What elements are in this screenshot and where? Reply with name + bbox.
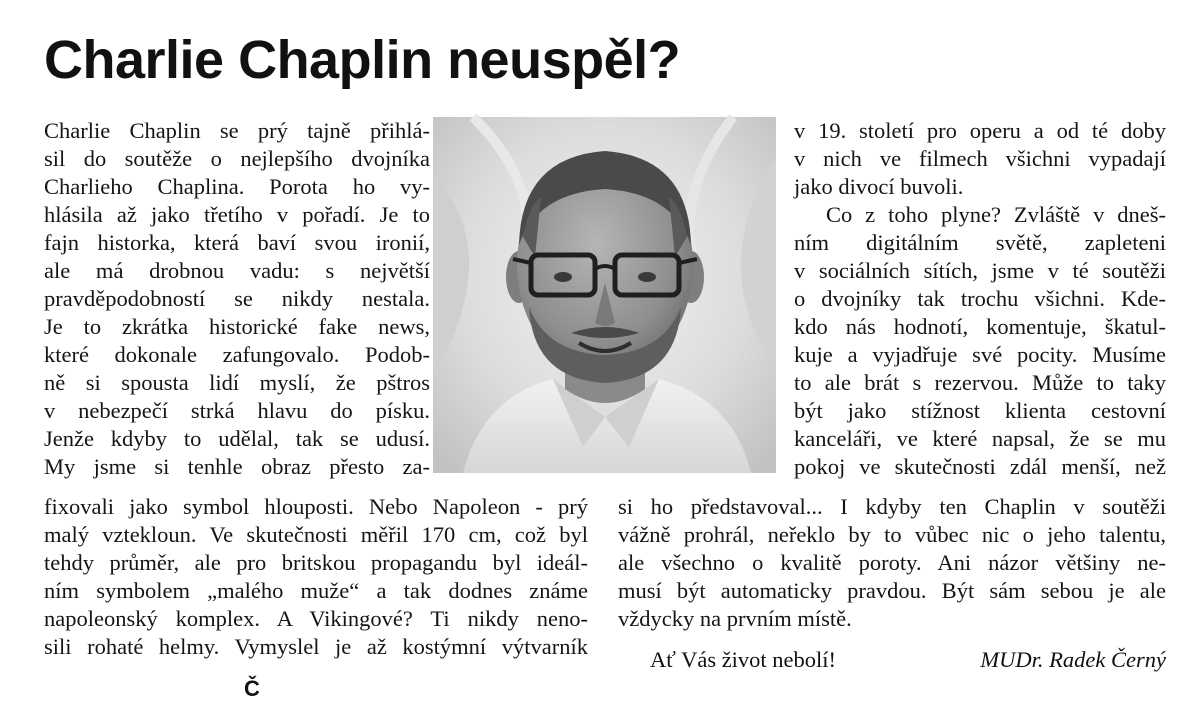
body-line: ale všechno o kvalitě poroty. Ani názor většiny ne- (618, 550, 1166, 575)
body-line: sili rohaté helmy. Vymyslel je až kostýmní výtvarník (44, 634, 588, 659)
author-portrait-photo (433, 117, 776, 473)
body-line: tehdy průměr, ale pro britskou propagandu byl ideál- (44, 550, 588, 575)
body-line: vážně prohrál, neřeklo by to vůbec nic o jeho talentu, (618, 522, 1166, 547)
body-line: v nich ve filmech všichni vypadají (794, 146, 1166, 171)
body-line: ale má drobnou vadu: s největší (44, 258, 430, 283)
cutoff-next-headline: Č (244, 676, 260, 701)
body-line: o dvojníky tak trochu všichni. Kde- (794, 286, 1166, 311)
body-line: Charlieho Chaplina. Porota ho vy- (44, 174, 430, 199)
body-line: vždycky na prvním místě. (618, 606, 852, 631)
body-line: pravděpodobností se nikdy nestala. (44, 286, 430, 311)
body-line: hlásila až jako třetího v pořadí. Je to (44, 202, 430, 227)
closing-line: Ať Vás život nebolí! (650, 647, 837, 672)
body-line: malý vztekloun. Ve skutečnosti měřil 170 cm, což byl (44, 522, 588, 547)
body-line: kuje a vyjadřuje své pocity. Musíme (794, 342, 1166, 367)
body-line: ním digitálním světě, zapleteni (794, 230, 1166, 255)
body-line: v 19. století pro operu a od té doby (794, 118, 1166, 143)
body-line: fixovali jako symbol hlouposti. Nebo Napoleon - prý (44, 494, 588, 519)
portrait-icon (433, 117, 776, 473)
body-line: My jsme si tenhle obraz přesto za- (44, 454, 430, 479)
body-line: napoleonský komplex. A Vikingové? Ti nikdy neno- (44, 606, 588, 631)
signoff (618, 646, 1166, 674)
body-line: musí být automaticky pravdou. Být sám sebou je ale (618, 578, 1166, 603)
author-signature: MUDr. Radek Černý (980, 647, 1166, 672)
body-line: Charlie Chaplin se prý tajně přihlá- (44, 118, 430, 143)
body-line: to ale brát s rezervou. Může to taky (794, 370, 1166, 395)
body-line: kanceláři, ve které napsal, že se mu (794, 426, 1166, 451)
body-line: kdo nás hodnotí, komentuje, škatul- (794, 314, 1166, 339)
body-line: v sociálních sítích, jsme v té soutěži (794, 258, 1166, 283)
body-line: si ho představoval... I kdyby ten Chaplin v soutěži (618, 494, 1166, 519)
body-line: které dokonale zafungovalo. Podob- (44, 342, 430, 367)
body-line: jako divocí buvoli. (794, 174, 964, 199)
body-line: Je to zkrátka historické fake news, (44, 314, 430, 339)
body-line: sil do soutěže o nejlepšího dvojníka (44, 146, 430, 171)
body-line: ním symbolem „malého muže“ a tak dodnes známe (44, 578, 588, 603)
body-line: být jako stížnost klienta cestovní (794, 398, 1166, 423)
article-headline: Charlie Chaplin neuspěl? (44, 30, 681, 90)
body-line: Jenže kdyby to udělal, tak se udusí. (44, 426, 430, 451)
body-line: Co z toho plyne? Zvláště v dneš- (826, 202, 1166, 227)
body-line: fajn historka, která baví svou ironií, (44, 230, 430, 255)
body-line: pokoj ve skutečnosti zdál menší, než (794, 454, 1166, 479)
body-line: ně si spousta lidí myslí, že pštros (44, 370, 430, 395)
body-line: v nebezpečí strká hlavu do písku. (44, 398, 430, 423)
